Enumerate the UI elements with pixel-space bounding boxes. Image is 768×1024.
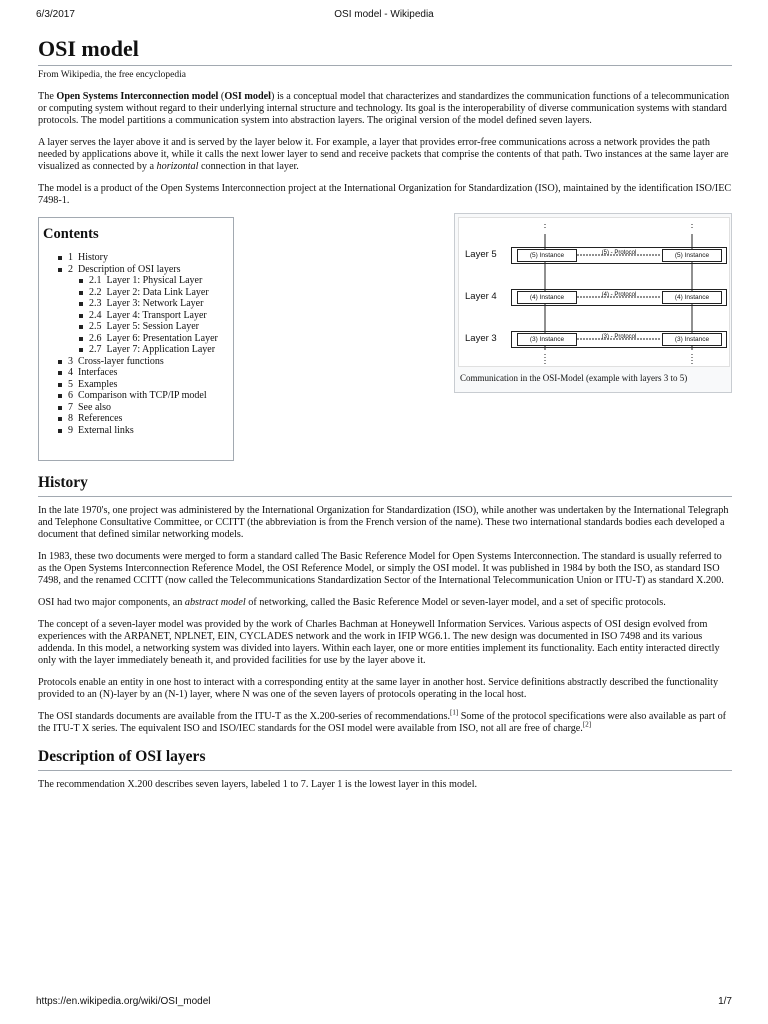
toc-item-references[interactable]: 8 References <box>57 413 233 425</box>
print-date: 6/3/2017 <box>36 9 75 20</box>
history-paragraph-6: The OSI standards documents are available from the ITU-T as the X.200-series of recommendations.[1] Some of the protocol specifications were also available as part of the ITU-T X series. The equivalent ISO and ISO/IEC standards for the OSI model were available from ISO, not all are free of charge.[2] <box>38 708 727 734</box>
intro-paragraph-3: The model is a product of the Open Systems Interconnection project at the International Organization for Standardization (ISO), maintained by the identification ISO/IEC 7498-1. <box>38 183 732 206</box>
bold-term-abbrev: OSI model <box>224 91 272 102</box>
print-page-number: 1/7 <box>718 996 732 1007</box>
description-paragraph-1: The recommendation X.200 describes seven layers, labeled 1 to 7. Layer 1 is the lowest layer in this model. <box>38 779 478 790</box>
article-content <box>38 36 732 801</box>
intro-paragraph-2: A layer serves the layer above it and is served by the layer below it. For example, a layer that provides error-free communications across a network provides the path needed by applications above it, while it calls the next lower layer to send and receive packets that comprise the contents of that path. Two instances at the same layer are visualized as connected by a horizontal connection in that layer. <box>38 137 729 172</box>
layer4-right-instance: (4) Instance <box>662 291 722 304</box>
layer5-label: Layer 5 <box>465 249 497 260</box>
layer3-left-instance: (3) Instance <box>517 333 577 346</box>
layer3-protocol: (3) - Protocol <box>601 334 637 340</box>
toc-title: Contents <box>43 226 99 242</box>
reference-2[interactable]: [2] <box>582 720 592 729</box>
osi-diagram[interactable] <box>458 217 730 367</box>
history-paragraph-4: The concept of a seven-layer model was provided by the work of Charles Bachman at Honeywell Information Services. Various aspects of OSI design evolved from experiences with the ARPANET, NPLNET, EIN, CYCLADES network and the work in IFIP WG6.1. The new design was documented in ISO 7498 and its various addenda. In this model, a networking system was divided into layers. Within each layer, one or more entities implement its functionality. Each entity interacted directly only with the layer immediately beneath it, and provided facilities for use by the layer above it. <box>38 619 720 666</box>
toc-list <box>43 252 233 436</box>
layer3-label: Layer 3 <box>465 333 497 344</box>
history-paragraph-2: In 1983, these two documents were merged to form a standard called The Basic Reference Model for Open Systems Interconnection. The standard is usually referred to as the Open Systems Interconnection Reference Model, the OSI Reference Model, or simply the OSI model. It was published in 1984 by both the ISO, as standard ISO 7498, and the renamed CCITT (now called the Telecommunications Standardization Sector of the International Telecommunication Union or ITU-T) as standard X.200. <box>38 551 724 586</box>
history-heading: History <box>38 473 732 497</box>
toc-item-cross-layer[interactable]: 3 Cross-layer functions <box>57 356 233 368</box>
toc-item-history[interactable]: 1 History <box>57 252 233 264</box>
layer5-left-instance: (5) Instance <box>517 249 577 262</box>
layer5-right-instance: (5) Instance <box>662 249 722 262</box>
toc-sublist <box>68 275 233 356</box>
history-paragraph-3: OSI had two major components, an abstract model of networking, called the Basic Reference Model or seven-layer model, and a set of specific protocols. <box>38 597 666 608</box>
page-subtitle: From Wikipedia, the free encyclopedia <box>38 70 186 80</box>
toc-item-description[interactable]: 2 Description of OSI layers 2.1 Layer 1: Physical Layer 2.2 Layer 2: Data Link Layer 2.3 Layer 3: Network Layer 2.4 Layer 4: Transport Layer 2.5 Layer 5: Session Layer 2.6 Layer 6: Presentation Layer 2.7 Layer 7: Application Layer <box>57 264 233 356</box>
link-abstract-model[interactable]: abstract model <box>184 597 246 608</box>
print-url: https://en.wikipedia.org/wiki/OSI_model <box>36 996 211 1007</box>
toc-figure-row <box>38 217 732 465</box>
toc-subitem-layer6[interactable]: 2.6 Layer 6: Presentation Layer <box>78 333 233 345</box>
history-paragraph-1: In the late 1970's, one project was administered by the International Organization for Standardization (ISO), while another was undertaken by the International Telegraph and Telephone Consultative Committee, or CCITT (the abbreviation is from the French version of the name). These two international standards bodies each developed a document that defined similar networking models. <box>38 505 729 540</box>
toc-subitem-layer2[interactable]: 2.2 Layer 2: Data Link Layer <box>78 287 233 299</box>
toc-subitem-layer1[interactable]: 2.1 Layer 1: Physical Layer <box>78 275 233 287</box>
table-of-contents <box>38 217 234 461</box>
toc-item-external-links[interactable]: 9 External links <box>57 425 233 437</box>
toc-item-examples[interactable]: 5 Examples <box>57 379 233 391</box>
toc-subitem-layer7[interactable]: 2.7 Layer 7: Application Layer <box>78 344 233 356</box>
print-page-title: OSI model - Wikipedia <box>334 9 434 20</box>
history-paragraph-5: Protocols enable an entity in one host to interact with a corresponding entity at the same layer in another host. Service definitions abstractly described the functionality provided to an (N)-layer by an (N-1) layer, where N was one of the seven layers of protocols operating in the local host. <box>38 677 719 700</box>
toc-item-comparison[interactable]: 6 Comparison with TCP/IP model <box>57 390 233 402</box>
description-heading: Description of OSI layers <box>38 747 732 771</box>
layer4-left-instance: (4) Instance <box>517 291 577 304</box>
toc-item-see-also[interactable]: 7 See also <box>57 402 233 414</box>
toc-item-interfaces[interactable]: 4 Interfaces <box>57 367 233 379</box>
toc-subitem-layer4[interactable]: 2.4 Layer 4: Transport Layer <box>78 310 233 322</box>
toc-subitem-layer3[interactable]: 2.3 Layer 3: Network Layer <box>78 298 233 310</box>
intro-paragraph-1: The Open Systems Interconnection model (OSI model) is a conceptual model that characterizes and standardizes the communication functions of a telecommunication or computing system without regard to their underlying internal structure and technology. Its goal is the interoperability of diverse communication systems with standard protocols. The model partitions a communication system into abstraction layers. The original version of the model defined seven layers. <box>38 91 730 126</box>
figure-caption: Communication in the OSI-Model (example with layers 3 to 5) <box>460 373 688 383</box>
layer4-label: Layer 4 <box>465 291 497 302</box>
layer5-protocol: (5) - Protocol <box>601 250 637 256</box>
layer3-right-instance: (3) Instance <box>662 333 722 346</box>
print-footer <box>36 996 732 1010</box>
print-header <box>36 9 732 23</box>
link-horizontal[interactable]: horizontal <box>156 161 199 172</box>
toc-subitem-layer5[interactable]: 2.5 Layer 5: Session Layer <box>78 321 233 333</box>
osi-figure <box>454 213 732 393</box>
bold-term: Open Systems Interconnection model <box>56 91 219 102</box>
layer4-protocol: (4) - Protocol <box>601 292 637 298</box>
reference-1[interactable]: [1] <box>450 708 459 717</box>
page-title: OSI model <box>38 36 732 66</box>
